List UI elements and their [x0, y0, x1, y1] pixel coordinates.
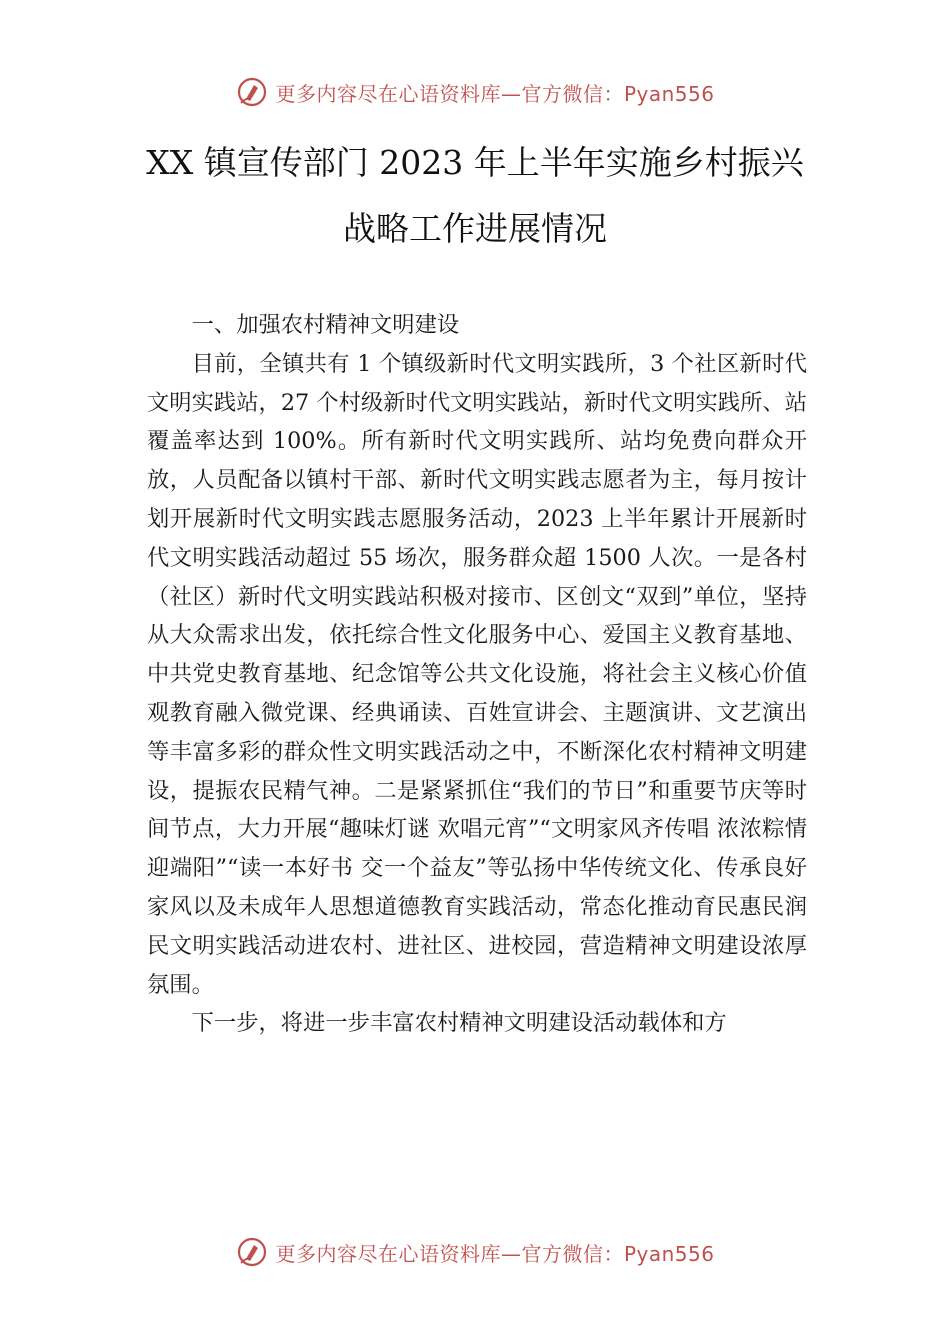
footer-watermark	[0, 1232, 950, 1272]
document-title-line-1: XX 镇宣传部门 2023 年上半年实施乡村振兴	[146, 143, 804, 182]
watermark-text: 更多内容尽在心语资料库—官方微信：Pyan556	[275, 81, 715, 106]
document-title-line-2: 战略工作进展情况	[343, 209, 607, 248]
paragraph: 下一步，将进一步丰富农村精神文明建设活动载体和方	[191, 1010, 727, 1037]
paragraph: 目前，全镇共有 1 个镇级新时代文明实践所，3 个社区新时代文明实践站，27 个村级新时代文明实践站，新时代文明实践所、站覆盖率达到 100%。所有新时代文明实践所、站均免费向群众开放，人员配备以镇村干部、新时代文明实践志愿者为主，每月按计划开展新时代文明实践志愿服务活动，2023 上半年累计开展新时代文明实践活动超过 55 场次，服务群众超 1500 人次。一是各村（社区）新时代文明实践站积极对接市、区创文“双到”单位，坚持从大众需求出发，依托综合性文化服务中心、爱国主义教育基地、中共党史教育基地、纪念馆等公共文化设施，将社会主义核心价值观教育融入微党课、经典诵读、百姓宣讲会、主题演讲、文艺演出等丰富多彩的群众性文明实践活动之中，不断深化农村精神文明建设，提振农民精气神。二是紧紧抓住“我们的节日”和重要节庆等时间节点，大力开展“趣味灯谜 欢唱元宵”“文明家风齐传唱 浓浓粽情迎端阳”“读一本好书 交一个益友”等弘扬中华传统文化、传承良好家风以及未成年人思想道德教育实践活动，常态化推动育民惠民润民文明实践活动进农村、进社区、进校园，营造精神文明建设浓厚氛围。	[147, 350, 807, 998]
section-heading: 一、加强农村精神文明建设	[191, 312, 460, 338]
document-body	[147, 306, 807, 1043]
pen-nib-circle-icon	[235, 1235, 269, 1269]
pen-nib-circle-icon	[235, 75, 269, 109]
header-watermark	[0, 72, 950, 112]
watermark-text: 更多内容尽在心语资料库—官方微信：Pyan556	[275, 1241, 715, 1266]
